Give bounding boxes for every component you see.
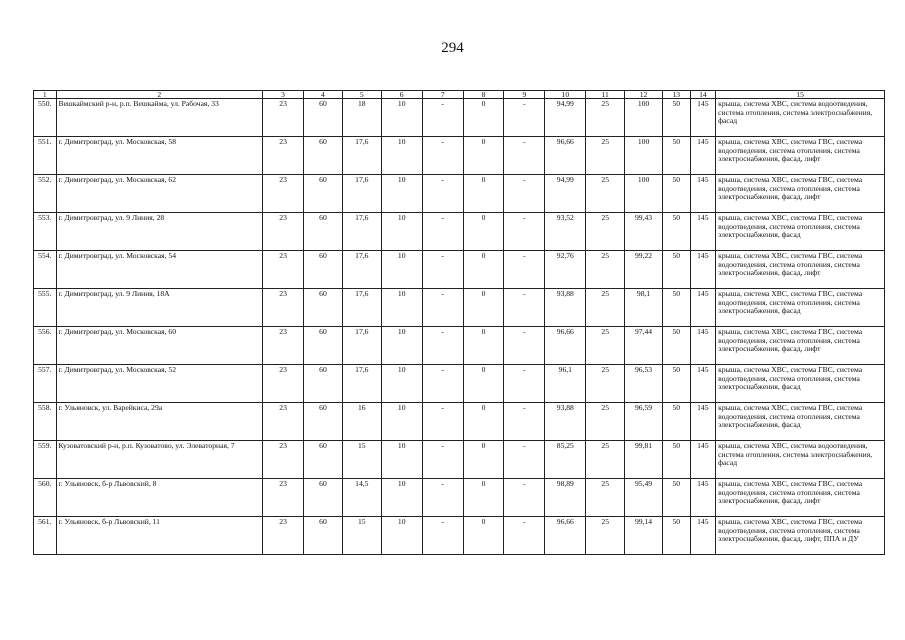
- column-number-header: 4: [304, 91, 343, 99]
- value-cell: -: [422, 99, 463, 137]
- value-cell: 10: [381, 479, 422, 517]
- value-cell: 23: [263, 213, 304, 251]
- value-cell: 10: [381, 441, 422, 479]
- works-list-cell: крыша, система ХВС, система ГВС, система водоотведения, система отопления, система электроснабжения, фасад: [716, 365, 885, 403]
- value-cell: 23: [263, 403, 304, 441]
- row-number: 557.: [34, 365, 57, 403]
- value-cell: 17,6: [342, 289, 381, 327]
- works-list-cell: крыша, система ХВС, система ГВС, система водоотведения, система отопления, система электроснабжения, фасад: [716, 213, 885, 251]
- value-cell: 18: [342, 99, 381, 137]
- value-cell: -: [422, 441, 463, 479]
- value-cell: 10: [381, 137, 422, 175]
- column-number-header: 7: [422, 91, 463, 99]
- value-cell: 145: [690, 441, 716, 479]
- value-cell: 93,52: [545, 213, 586, 251]
- address-cell: г. Ульяновск, б-р Львовский, 11: [56, 517, 263, 555]
- value-cell: -: [504, 175, 545, 213]
- value-cell: 10: [381, 251, 422, 289]
- value-cell: 25: [586, 479, 625, 517]
- row-number: 555.: [34, 289, 57, 327]
- value-cell: 93,88: [545, 289, 586, 327]
- value-cell: 60: [304, 137, 343, 175]
- value-cell: -: [504, 213, 545, 251]
- value-cell: 10: [381, 99, 422, 137]
- address-cell: Вешкаймский р-н, р.п. Вешкайма, ул. Рабочая, 33: [56, 99, 263, 137]
- value-cell: 60: [304, 517, 343, 555]
- value-cell: 14,5: [342, 479, 381, 517]
- value-cell: 60: [304, 403, 343, 441]
- value-cell: 23: [263, 365, 304, 403]
- value-cell: 0: [463, 251, 504, 289]
- value-cell: -: [422, 517, 463, 555]
- value-cell: 50: [662, 137, 690, 175]
- row-number: 556.: [34, 327, 57, 365]
- value-cell: 60: [304, 99, 343, 137]
- works-list-cell: крыша, система ХВС, система ГВС, система водоотведения, система отопления, система электроснабжения, фасад, лифт: [716, 479, 885, 517]
- column-number-header: 8: [463, 91, 504, 99]
- value-cell: 0: [463, 99, 504, 137]
- value-cell: 145: [690, 213, 716, 251]
- value-cell: 10: [381, 327, 422, 365]
- row-number: 560.: [34, 479, 57, 517]
- value-cell: 96,59: [625, 403, 663, 441]
- value-cell: 23: [263, 251, 304, 289]
- value-cell: 50: [662, 327, 690, 365]
- repair-register-table: [33, 90, 885, 555]
- value-cell: 145: [690, 517, 716, 555]
- value-cell: 50: [662, 365, 690, 403]
- value-cell: 15: [342, 517, 381, 555]
- value-cell: 96,1: [545, 365, 586, 403]
- value-cell: 50: [662, 175, 690, 213]
- value-cell: 25: [586, 327, 625, 365]
- value-cell: -: [422, 365, 463, 403]
- address-cell: г. Димитровград, ул. 9 Линия, 28: [56, 213, 263, 251]
- table-row: [34, 213, 885, 251]
- table-row: [34, 175, 885, 213]
- value-cell: 50: [662, 289, 690, 327]
- value-cell: -: [504, 137, 545, 175]
- value-cell: -: [422, 403, 463, 441]
- value-cell: 60: [304, 441, 343, 479]
- value-cell: -: [422, 175, 463, 213]
- value-cell: -: [422, 251, 463, 289]
- column-number-header: 6: [381, 91, 422, 99]
- value-cell: -: [504, 365, 545, 403]
- value-cell: 50: [662, 213, 690, 251]
- value-cell: 17,6: [342, 137, 381, 175]
- value-cell: 97,44: [625, 327, 663, 365]
- table-body: [34, 99, 885, 555]
- column-number-header: 12: [625, 91, 663, 99]
- value-cell: 145: [690, 289, 716, 327]
- value-cell: 23: [263, 327, 304, 365]
- table-row: [34, 403, 885, 441]
- value-cell: 15: [342, 441, 381, 479]
- works-list-cell: крыша, система ХВС, система ГВС, система водоотведения, система отопления, система электроснабжения, фасад, лифт: [716, 137, 885, 175]
- value-cell: 60: [304, 175, 343, 213]
- value-cell: 10: [381, 175, 422, 213]
- value-cell: 99,43: [625, 213, 663, 251]
- value-cell: 17,6: [342, 175, 381, 213]
- table-row: [34, 479, 885, 517]
- value-cell: 0: [463, 365, 504, 403]
- value-cell: 99,14: [625, 517, 663, 555]
- row-number: 551.: [34, 137, 57, 175]
- column-number-header: 13: [662, 91, 690, 99]
- value-cell: 50: [662, 441, 690, 479]
- column-number-header: 2: [56, 91, 263, 99]
- value-cell: 17,6: [342, 327, 381, 365]
- value-cell: 0: [463, 137, 504, 175]
- value-cell: -: [422, 213, 463, 251]
- table-row: [34, 517, 885, 555]
- table-row: [34, 327, 885, 365]
- value-cell: 50: [662, 99, 690, 137]
- value-cell: 92,76: [545, 251, 586, 289]
- row-number: 552.: [34, 175, 57, 213]
- works-list-cell: крыша, система ХВС, система ГВС, система водоотведения, система отопления, система электроснабжения, фасад, лифт, ППА и ДУ: [716, 517, 885, 555]
- works-list-cell: крыша, система ХВС, система ГВС, система водоотведения, система отопления, система электроснабжения, фасад, лифт: [716, 327, 885, 365]
- value-cell: 100: [625, 99, 663, 137]
- column-number-header: 1: [34, 91, 57, 99]
- value-cell: 95,49: [625, 479, 663, 517]
- value-cell: 10: [381, 365, 422, 403]
- value-cell: 10: [381, 403, 422, 441]
- table-row: [34, 441, 885, 479]
- value-cell: 145: [690, 99, 716, 137]
- value-cell: 0: [463, 175, 504, 213]
- value-cell: 25: [586, 403, 625, 441]
- value-cell: 93,88: [545, 403, 586, 441]
- value-cell: 0: [463, 517, 504, 555]
- value-cell: 23: [263, 137, 304, 175]
- column-number-header: 3: [263, 91, 304, 99]
- value-cell: 145: [690, 175, 716, 213]
- address-cell: г. Ульяновск, ул. Варейкиса, 29а: [56, 403, 263, 441]
- column-number-header: 5: [342, 91, 381, 99]
- address-cell: г. Димитровград, ул. Московская, 54: [56, 251, 263, 289]
- value-cell: 23: [263, 517, 304, 555]
- row-number: 550.: [34, 99, 57, 137]
- value-cell: 98,1: [625, 289, 663, 327]
- value-cell: 99,81: [625, 441, 663, 479]
- value-cell: 0: [463, 479, 504, 517]
- value-cell: 145: [690, 251, 716, 289]
- value-cell: 60: [304, 479, 343, 517]
- works-list-cell: крыша, система ХВС, система ГВС, система водоотведения, система отопления, система электроснабжения, фасад: [716, 403, 885, 441]
- value-cell: 145: [690, 403, 716, 441]
- address-cell: Кузоватовский р-н, р.п. Кузоватово, ул. Элеваторная, 7: [56, 441, 263, 479]
- value-cell: -: [504, 327, 545, 365]
- value-cell: 50: [662, 479, 690, 517]
- value-cell: -: [422, 327, 463, 365]
- works-list-cell: крыша, система ХВС, система ГВС, система водоотведения, система отопления, система электроснабжения, фасад: [716, 289, 885, 327]
- works-list-cell: крыша, система ХВС, система ГВС, система водоотведения, система отопления, система электроснабжения, фасад, лифт: [716, 175, 885, 213]
- address-cell: г. Ульяновск, б-р Львовский, 8: [56, 479, 263, 517]
- value-cell: 145: [690, 365, 716, 403]
- address-cell: г. Димитровград, ул. Московская, 62: [56, 175, 263, 213]
- value-cell: 23: [263, 175, 304, 213]
- value-cell: -: [504, 251, 545, 289]
- column-number-header: 9: [504, 91, 545, 99]
- value-cell: -: [504, 99, 545, 137]
- value-cell: 17,6: [342, 213, 381, 251]
- address-cell: г. Димитровград, ул. Московская, 60: [56, 327, 263, 365]
- value-cell: 85,25: [545, 441, 586, 479]
- column-number-header: 15: [716, 91, 885, 99]
- value-cell: -: [504, 403, 545, 441]
- value-cell: 16: [342, 403, 381, 441]
- table-row: [34, 365, 885, 403]
- value-cell: 17,6: [342, 365, 381, 403]
- value-cell: -: [504, 517, 545, 555]
- value-cell: -: [504, 479, 545, 517]
- value-cell: 98,89: [545, 479, 586, 517]
- value-cell: 25: [586, 99, 625, 137]
- table-row: [34, 289, 885, 327]
- value-cell: 25: [586, 517, 625, 555]
- works-list-cell: крыша, система ХВС, система водоотведения, система отопления, система электроснабжения, фасад: [716, 441, 885, 479]
- value-cell: 17,6: [342, 251, 381, 289]
- value-cell: 10: [381, 213, 422, 251]
- value-cell: 25: [586, 251, 625, 289]
- value-cell: 100: [625, 137, 663, 175]
- column-number-header: 11: [586, 91, 625, 99]
- value-cell: 0: [463, 403, 504, 441]
- value-cell: 25: [586, 137, 625, 175]
- page-number: 294: [441, 40, 464, 56]
- value-cell: 23: [263, 99, 304, 137]
- row-number: 558.: [34, 403, 57, 441]
- value-cell: 96,66: [545, 327, 586, 365]
- value-cell: 99,22: [625, 251, 663, 289]
- value-cell: -: [504, 441, 545, 479]
- row-number: 561.: [34, 517, 57, 555]
- address-cell: г. Димитровград, ул. Московская, 58: [56, 137, 263, 175]
- value-cell: 94,99: [545, 175, 586, 213]
- table-row: [34, 251, 885, 289]
- value-cell: 145: [690, 327, 716, 365]
- value-cell: 25: [586, 289, 625, 327]
- value-cell: 23: [263, 441, 304, 479]
- value-cell: 50: [662, 403, 690, 441]
- value-cell: 50: [662, 251, 690, 289]
- value-cell: 10: [381, 289, 422, 327]
- address-cell: г. Димитровград, ул. Московская, 52: [56, 365, 263, 403]
- value-cell: 60: [304, 213, 343, 251]
- value-cell: 0: [463, 441, 504, 479]
- value-cell: 0: [463, 327, 504, 365]
- value-cell: -: [422, 137, 463, 175]
- value-cell: -: [504, 289, 545, 327]
- value-cell: 25: [586, 213, 625, 251]
- address-cell: г. Димитровград, ул. 9 Линия, 18А: [56, 289, 263, 327]
- value-cell: 145: [690, 479, 716, 517]
- value-cell: 50: [662, 517, 690, 555]
- column-number-header: 10: [545, 91, 586, 99]
- value-cell: 25: [586, 441, 625, 479]
- value-cell: -: [422, 479, 463, 517]
- value-cell: 0: [463, 289, 504, 327]
- value-cell: 60: [304, 289, 343, 327]
- value-cell: 60: [304, 327, 343, 365]
- row-number: 554.: [34, 251, 57, 289]
- value-cell: 25: [586, 175, 625, 213]
- value-cell: 96,53: [625, 365, 663, 403]
- value-cell: 23: [263, 289, 304, 327]
- value-cell: 96,66: [545, 137, 586, 175]
- value-cell: 25: [586, 365, 625, 403]
- table-row: [34, 99, 885, 137]
- value-cell: 100: [625, 175, 663, 213]
- works-list-cell: крыша, система ХВС, система ГВС, система водоотведения, система отопления, система электроснабжения, фасад, лифт: [716, 251, 885, 289]
- table-row: [34, 137, 885, 175]
- value-cell: 60: [304, 251, 343, 289]
- works-list-cell: крыша, система ХВС, система водоотведения, система отопления, система электроснабжения, фасад: [716, 99, 885, 137]
- row-number: 553.: [34, 213, 57, 251]
- value-cell: 145: [690, 137, 716, 175]
- column-number-header: 14: [690, 91, 716, 99]
- column-number-row: [34, 91, 885, 99]
- value-cell: 0: [463, 213, 504, 251]
- value-cell: 94,99: [545, 99, 586, 137]
- value-cell: 96,66: [545, 517, 586, 555]
- row-number: 559.: [34, 441, 57, 479]
- value-cell: 10: [381, 517, 422, 555]
- value-cell: 23: [263, 479, 304, 517]
- value-cell: -: [422, 289, 463, 327]
- value-cell: 60: [304, 365, 343, 403]
